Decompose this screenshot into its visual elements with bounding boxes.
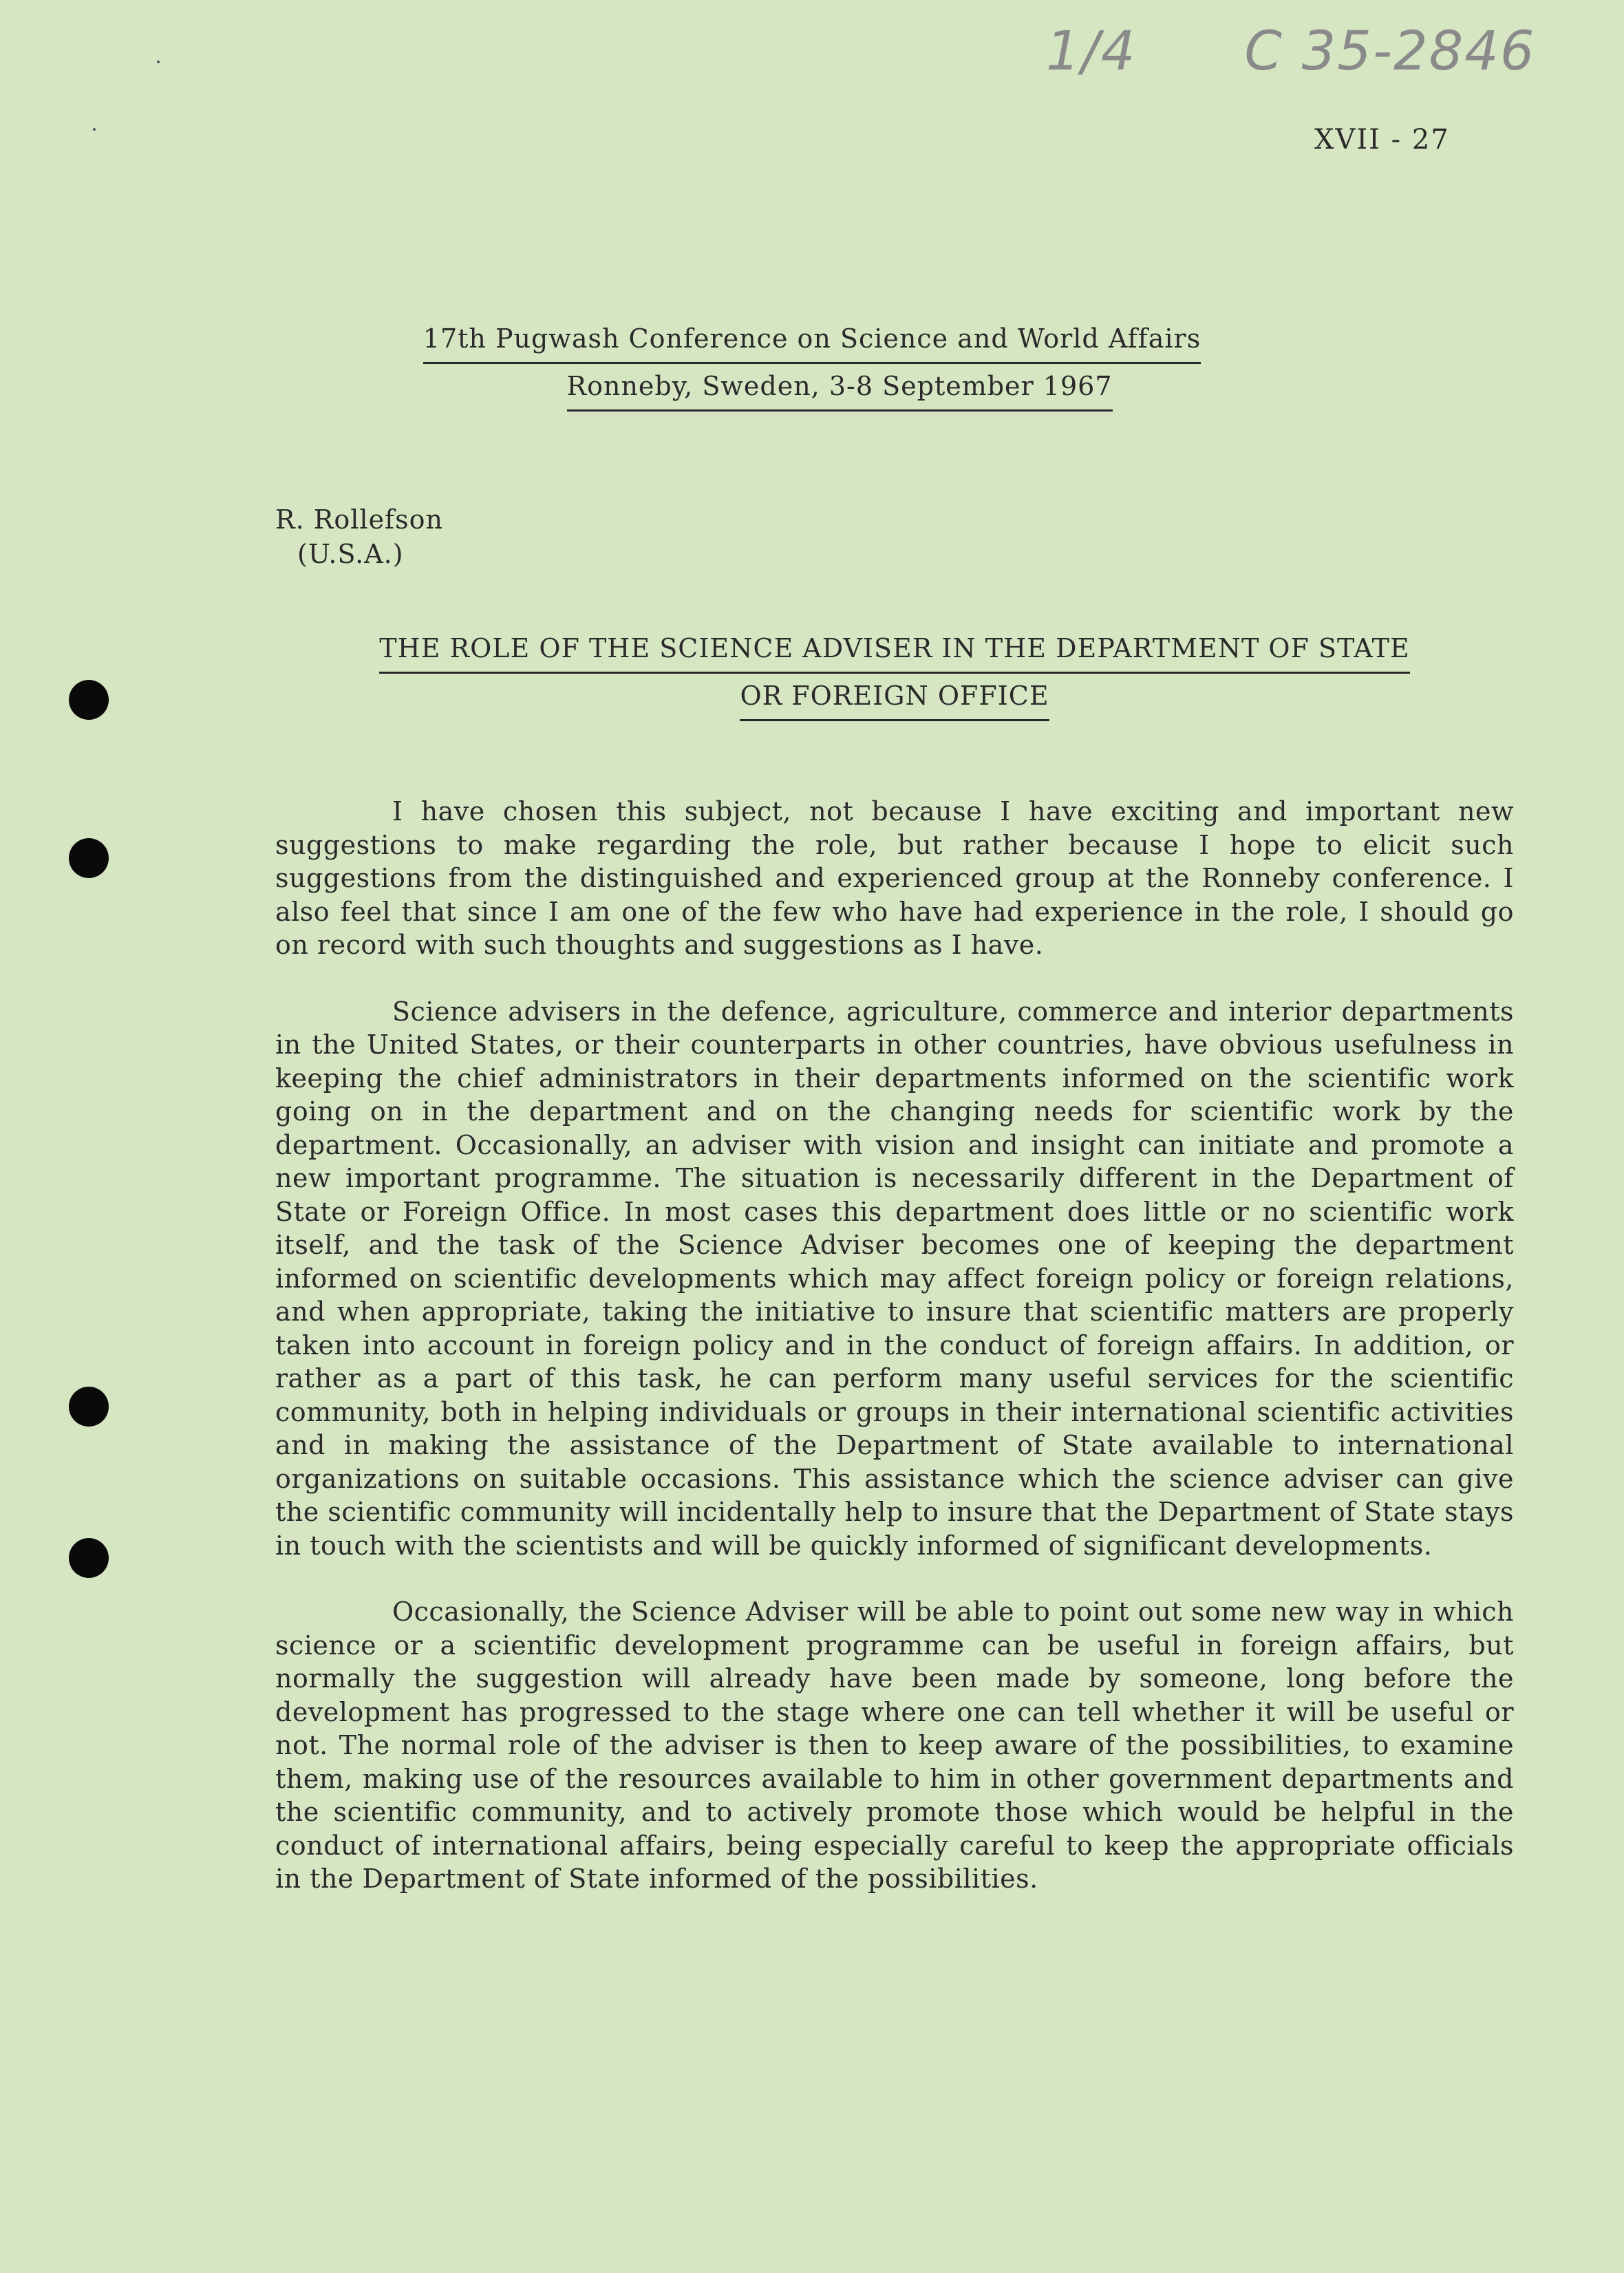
conference-name: 17th Pugwash Conference on Science and World Affairs	[423, 317, 1201, 364]
author-name: R. Rollefson	[275, 504, 443, 535]
punch-hole	[69, 838, 109, 878]
author-block	[275, 502, 443, 571]
handwritten-archive-ref: C 35-2846	[1244, 21, 1536, 83]
title-line-1: THE ROLE OF THE SCIENCE ADVISER IN THE DEPARTMENT OF STATE	[379, 626, 1410, 674]
document-title	[275, 626, 1514, 721]
body-text	[275, 795, 1514, 1929]
punch-hole	[69, 1387, 109, 1427]
paragraph: Science advisers in the defence, agriculture, commerce and interior departments in the United States, or their counterparts in other countries, have obvious usefulness in keeping the chief administrators in their departments informed on the scientific work going on in the department and on the changing needs for scientific work by the department. Occasionally, an adviser with vision and insight can initiate and promote a new important programme. The situation is necessarily different in the Department of State or Foreign Office. In most cases this department does little or no scientific work itself, and the task of the Science Adviser becomes one of keeping the department informed on scientific developments which may affect foreign policy or foreign relations, and when appropriate, taking the initiative to insure that scientific matters are properly taken into account in foreign policy and in the conduct of foreign affairs. In addition, or rather as a part of this task, he can perform many useful services for the scientific community, both in helping individuals or groups in their international scientific activities and in making the assistance of the Department of State available to international organizations on suitable occasions. This assistance which the science adviser can give the scientific community will incidentally help to insure that the Department of State stays in touch with the scientists and will be quickly informed of significant developments.	[275, 996, 1514, 1561]
paper-speck	[93, 128, 96, 131]
paper-speck	[157, 61, 160, 63]
document-code: XVII - 27	[1314, 124, 1450, 156]
paragraph: I have chosen this subject, not because I have exciting and important new suggestions to make regarding the role, but rather because I hope to elicit such suggestions from the distinguished and experienced group at the Ronneby conference. I also feel that since I am one of the few who have had experience in the role, I should go on record with such thoughts and suggestions as I have.	[275, 796, 1514, 960]
punch-hole	[69, 680, 109, 720]
conference-header	[0, 317, 1624, 412]
title-line-2: OR FOREIGN OFFICE	[740, 674, 1049, 721]
handwritten-page-mark: 1/4	[1046, 21, 1137, 83]
punch-hole	[69, 1538, 109, 1578]
conference-location-date: Ronneby, Sweden, 3-8 September 1967	[567, 364, 1113, 412]
handwritten-annotations	[1046, 21, 1624, 83]
author-country: (U.S.A.)	[297, 539, 404, 569]
paragraph: Occasionally, the Science Adviser will be able to point out some new way in which science or a scientific development programme can be useful in foreign affairs, but normally the suggestion will already have been made by someone, long before the development has progressed to the stage where one can tell whether it will be useful or not. The normal role of the adviser is then to keep aware of the possibilities, to examine them, making use of the resources available to him in other government departments and the scientific community, and to actively promote those which would be helpful in the conduct of international affairs, being especially careful to keep the appropriate officials in the Department of State informed of the possibilities.	[275, 1597, 1514, 1894]
